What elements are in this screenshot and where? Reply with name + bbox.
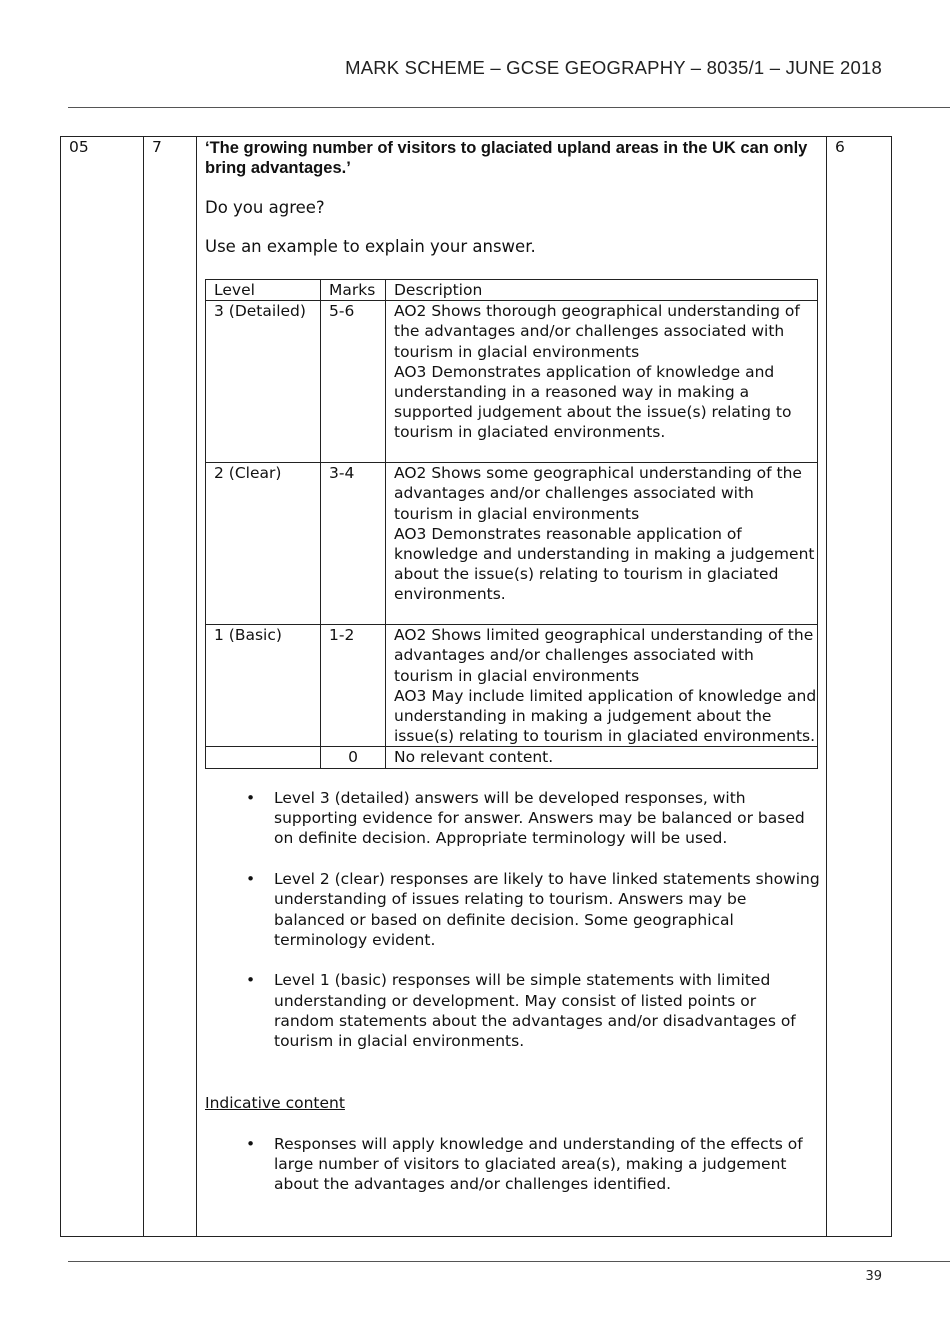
marks-column [827,137,892,1236]
ao2-descriptor: AO2 Shows thorough geographical understanding of the advantages and/or challenges associated with tourism in glacial environments [394,302,800,361]
page-header-title: MARK SCHEME – GCSE GEOGRAPHY – 8035/1 – JUNE 2018 [345,57,882,78]
mark-scheme-table [60,136,892,1237]
question-part: 7 [152,138,162,156]
list-item: • Responses will apply knowledge and understanding of the effects of large number of visitors to glaciated area(s), making a judgement about the advantages and/or challenges identified. [205,1134,820,1195]
table-row [206,625,818,747]
question-number: 05 [69,138,89,156]
header-divider [68,107,950,108]
ao3-descriptor: AO3 May include limited application of knowledge and understanding in making a judgement about the issue(s) relating to tourism in glaciated environments. [394,686,817,746]
guidance-column [197,137,827,1236]
level-marks: 3-4 [321,463,386,625]
ao3-descriptor: AO3 Demonstrates reasonable application of knowledge and understanding in making a judgement about the issue(s) relating to tourism in glaciated environments. [394,524,815,604]
level-description [386,301,818,463]
question-prompt-example: Use an example to explain your answer. [205,237,536,256]
question-number-column [61,137,144,1236]
level-label: 2 (Clear) [206,463,321,625]
level-description: No relevant content. [386,747,818,768]
ao2-descriptor: AO2 Shows limited geographical understanding of the advantages and/or challenges associated with tourism in glacial environments [394,626,814,685]
levels-table [205,279,818,769]
level-description [386,625,818,747]
page-number: 39 [865,1269,882,1284]
list-item: • Level 3 (detailed) answers will be developed responses, with supporting evidence for answer. Answers may be balanced or based on definite decision. Appropriate terminology will be used. [205,788,820,849]
level-marks: 0 [321,747,386,768]
total-marks: 6 [835,138,845,156]
indicative-content-heading: Indicative content [205,1094,345,1112]
list-item: • Level 2 (clear) responses are likely to have linked statements showing understanding of issues relating to tourism. Answers may be balanced or based on definite decision. Some geographical terminology evident. [205,869,820,950]
ao3-descriptor: AO3 Demonstrates application of knowledge and understanding in a reasoned way in making a supported judgement about the issue(s) relating to tourism in glaciated environments. [394,362,792,442]
level-marks: 5-6 [321,301,386,463]
levels-table-header-row [206,280,818,301]
level-marks: 1-2 [321,625,386,747]
level-label: 3 (Detailed) [206,301,321,463]
header-description: Description [386,280,818,301]
ao2-descriptor: AO2 Shows some geographical understanding of the advantages and/or challenges associated with tourism in glacial environments [394,464,802,523]
table-row [206,747,818,768]
level-label: 1 (Basic) [206,625,321,747]
header-level: Level [206,280,321,301]
question-prompt-agree: Do you agree? [205,198,325,217]
table-row [206,301,818,463]
level-guidance-list [205,788,820,1072]
footer-divider [68,1261,950,1262]
level-description [386,463,818,625]
header-marks: Marks [321,280,386,301]
question-part-column [144,137,197,1236]
level-label [206,747,321,768]
list-item: • Level 1 (basic) responses will be simple statements with limited understanding or development. May consist of listed points or random statements about the advantages and/or disadvantages of tourism in glacial environments. [205,970,820,1051]
indicative-content-list [205,1134,820,1215]
question-statement: ‘The growing number of visitors to glaciated upland areas in the UK can only bring advantages.’ [205,139,808,177]
table-row [206,463,818,625]
